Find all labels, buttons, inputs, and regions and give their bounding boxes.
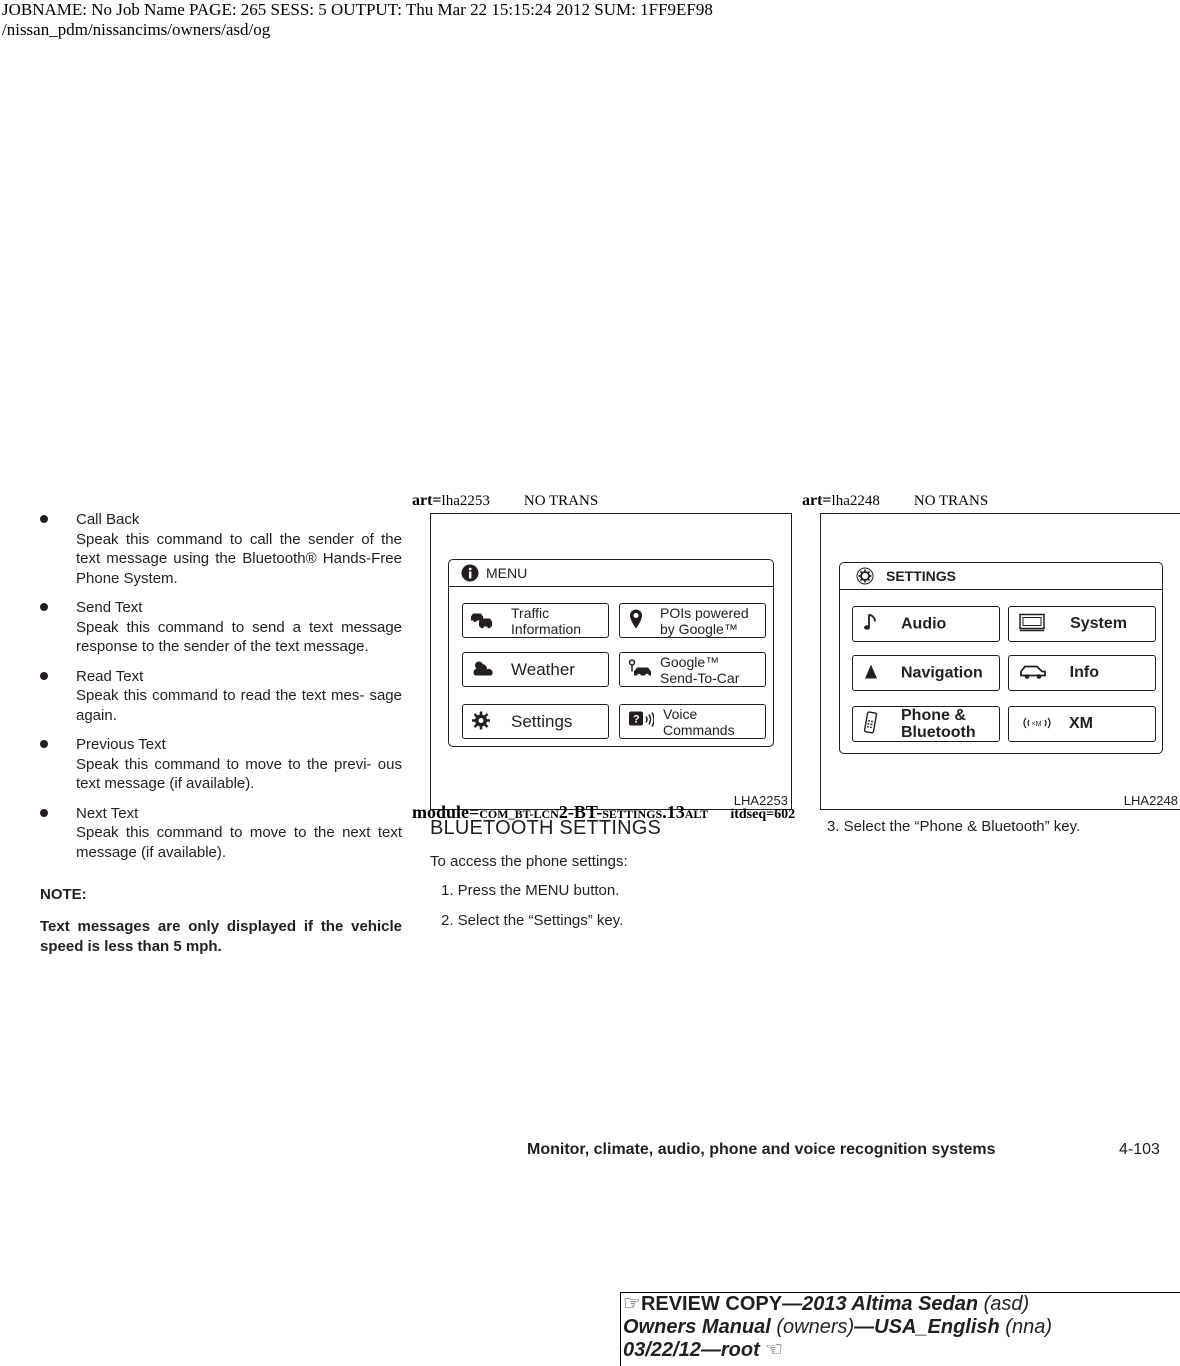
step-1: 1. Press the MENU button. — [441, 882, 620, 899]
job-header-line1: JOBNAME: No Job Name PAGE: 265 SESS: 5 OUTPUT: Thu Mar 22 15:15:24 2012 SUM: 1FF9EF98 — [2, 0, 713, 19]
button-label: XM — [1069, 715, 1093, 732]
job-header — [2, 0, 713, 40]
info-button[interactable] — [1008, 655, 1156, 691]
art-tag-prefix: art= — [412, 492, 442, 509]
weather-cloud-icon — [471, 659, 495, 680]
google-pin-icon — [628, 608, 644, 633]
button-label: Google™ Send-To-Car — [660, 653, 740, 686]
pointing-hand-icon: ☞ — [623, 1293, 641, 1315]
button-label: Voice Commands — [663, 705, 735, 738]
weather-button[interactable] — [462, 652, 609, 687]
art-tag-1 — [412, 492, 598, 510]
note-label: NOTE: — [40, 886, 87, 903]
note-text: Text messages are only displayed if the vehicle speed is less than 5 mph. — [40, 918, 402, 955]
phone-bluetooth-button[interactable] — [852, 706, 1000, 742]
command-title: Send Text — [76, 599, 143, 616]
job-header-line2: /nissan_pdm/nissancims/owners/asd/og — [2, 20, 271, 39]
button-label: Audio — [901, 615, 947, 633]
command-description: Speak this command to move to the next text message (if available). — [76, 824, 402, 861]
settings-screen — [839, 562, 1163, 754]
section-title: BLUETOOTH SETTINGS — [430, 817, 662, 839]
settings-figure — [820, 513, 1180, 810]
settings-gear-icon — [471, 710, 491, 733]
send-to-car-icon — [628, 658, 654, 681]
command-title: Call Back — [76, 511, 140, 528]
command-description: Speak this command to call the sender of the text message using the Bluetooth® Hands-Free Phone System. — [76, 530, 402, 587]
section-intro: To access the phone settings: — [430, 853, 628, 870]
xm-button[interactable] — [1008, 706, 1156, 742]
bullet-dot-icon — [40, 603, 48, 611]
art-tag-2 — [802, 492, 988, 510]
list-item — [40, 510, 402, 588]
info-icon — [461, 564, 479, 582]
svg-text:×M: ×M — [1031, 721, 1042, 728]
art-tag-prefix: art= — [802, 492, 832, 509]
command-description: Speak this command to move to the previ- ous text message (if available). — [76, 755, 402, 792]
navigation-arrow-icon — [863, 664, 879, 683]
button-label: Navigation — [901, 664, 983, 682]
button-label: Info — [1069, 664, 1099, 681]
list-item — [40, 735, 402, 794]
bullet-dot-icon — [40, 672, 48, 680]
command-title: Previous Text — [76, 736, 166, 753]
button-label: Traffic Information — [511, 604, 582, 637]
command-description: Speak this command to send a text message response to the sender of the text message. — [76, 618, 402, 655]
art-tag-code: lha2248 — [831, 493, 880, 509]
list-item — [40, 804, 402, 863]
traffic-information-button[interactable] — [462, 603, 609, 638]
review-line-3: 03/22/12—root ☜ — [623, 1339, 784, 1361]
settings-title: SETTINGS — [886, 568, 957, 584]
send-to-car-button[interactable] — [619, 652, 766, 687]
bullet-dot-icon — [40, 740, 48, 748]
page-number: 4-103 — [1119, 1141, 1160, 1158]
system-button[interactable] — [1008, 606, 1156, 642]
pois-google-button[interactable] — [619, 603, 766, 638]
music-note-icon — [863, 613, 879, 636]
button-label: POIs powered by Google™ — [660, 604, 749, 637]
list-item — [40, 598, 402, 657]
button-label: System — [1070, 615, 1127, 632]
navigation-button[interactable] — [852, 655, 1000, 691]
step-3: 3. Select the “Phone & Bluetooth” key. — [827, 818, 1081, 835]
pointing-hand-left-icon: ☜ — [765, 1339, 784, 1361]
button-label: Weather — [511, 659, 575, 679]
review-line-1: ☞REVIEW COPY—2013 Altima Sedan (asd) — [623, 1293, 1030, 1315]
menu-title: MENU — [486, 565, 528, 581]
phone-icon — [863, 711, 879, 738]
svg-text:?: ? — [633, 713, 640, 725]
menu-figure — [430, 513, 792, 810]
figure-code: LHA2248 — [1123, 793, 1178, 808]
traffic-cars-icon — [471, 609, 495, 632]
car-icon — [1019, 664, 1047, 683]
button-label: Settings — [511, 711, 573, 731]
menu-title-bar — [449, 560, 773, 587]
monitor-icon — [1019, 614, 1045, 635]
command-title: Next Text — [76, 804, 139, 822]
art-tag-trans: NO TRANS — [523, 493, 599, 509]
command-title: Read Text — [76, 667, 144, 685]
figure-code: LHA2253 — [733, 793, 788, 808]
menu-screen — [448, 559, 774, 747]
bullet-dot-icon — [40, 809, 48, 817]
audio-button[interactable] — [852, 606, 1000, 642]
step-2: 2. Select the “Settings” key. — [441, 912, 624, 929]
gear-icon — [856, 567, 874, 585]
button-label: Phone & Bluetooth — [901, 707, 976, 741]
bullet-dot-icon — [40, 515, 48, 523]
module-tag: module=COM_BT-LCN2-BT-SETTINGS.13ALT itdseq=602 — [412, 802, 796, 822]
voice-command-icon — [628, 710, 654, 733]
settings-button[interactable] — [462, 704, 609, 739]
list-item — [40, 667, 402, 726]
settings-title-bar — [840, 563, 1162, 590]
footer-title: Monitor, climate, audio, phone and voice recognition systems — [527, 1141, 996, 1158]
art-tag-trans: NO TRANS — [913, 493, 989, 509]
review-line-2: Owners Manual (owners)—USA_English (nna) — [623, 1316, 1052, 1338]
review-copy-box — [620, 1292, 1180, 1366]
command-description: Speak this command to read the text mes- sage again. — [76, 687, 402, 724]
voice-commands-button[interactable] — [619, 704, 766, 739]
command-list — [40, 510, 402, 872]
xm-radio-icon — [1021, 715, 1053, 733]
art-tag-code: lha2253 — [441, 493, 490, 509]
